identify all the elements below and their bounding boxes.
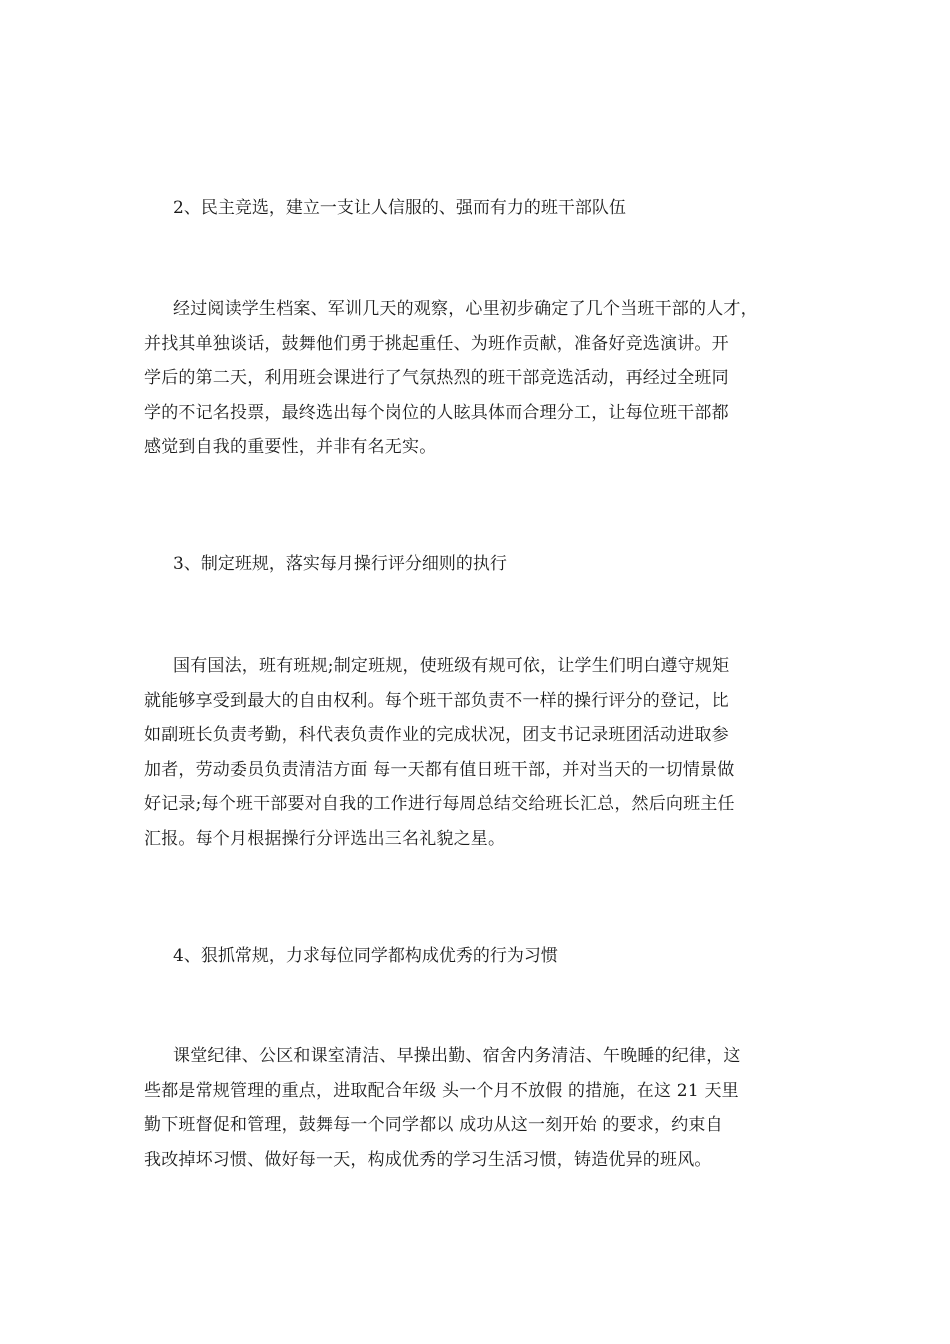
section-heading-2: 2、民主竞选，建立一支让人信服的、强而有力的班干部队伍 <box>173 198 626 218</box>
paragraph-line: 学的不记名投票，最终选出每个岗位的人眩具体而合理分工，让每位班干部都 <box>144 402 729 423</box>
paragraph-line: 些都是常规管理的重点，进取配合年级 头一个月不放假 的措施，在这 21 天里 <box>144 1080 739 1101</box>
paragraph-line: 国有国法，班有班规;制定班规，使班级有规可依，让学生们明白遵守规矩 <box>173 656 730 676</box>
paragraph-line: 我改掉坏习惯、做好每一天，构成优秀的学习生活习惯，铸造优异的班风。 <box>144 1149 712 1170</box>
section-paragraph-4 <box>144 1039 834 1177</box>
paragraph-line: 如副班长负责考勤，科代表负责作业的完成状况，团支书记录班团活动进取参 <box>144 725 729 745</box>
paragraph-line: 经过阅读学生档案、军训几天的观察，心里初步确定了几个当班干部的人才， <box>173 299 758 319</box>
paragraph-line: 并找其单独谈话，鼓舞他们勇于挑起重任、为班作贡献，准备好竞选演讲。开 <box>144 333 729 354</box>
section-paragraph-2 <box>144 292 834 465</box>
section-heading-3: 3、制定班规，落实每月操行评分细则的执行 <box>173 554 507 574</box>
paragraph-line: 学后的第二天，利用班会课进行了气氛热烈的班干部竞选活动，再经过全班同 <box>144 368 729 388</box>
paragraph-line: 好记录;每个班干部要对自我的工作进行每周总结交给班长汇总，然后向班主任 <box>144 794 735 814</box>
paragraph-line: 加者，劳动委员负责清洁方面 每一天都有值日班干部，并对当天的一切情景做 <box>144 759 735 780</box>
paragraph-line: 就能够享受到最大的自由权利。每个班干部负责不一样的操行评分的登记，比 <box>144 690 729 711</box>
paragraph-line: 感觉到自我的重要性，并非有名无实。 <box>144 437 437 457</box>
paragraph-line: 课堂纪律、公区和课室清洁、早操出勤、宿舍内务清洁、午晚睡的纪律，这 <box>173 1046 741 1066</box>
paragraph-line: 汇报。每个月根据操行分评选出三名礼貌之星。 <box>144 828 506 849</box>
section-heading-4: 4、狠抓常规，力求每位同学都构成优秀的行为习惯 <box>173 946 558 966</box>
section-paragraph-3 <box>144 649 834 856</box>
paragraph-line: 勤下班督促和管理，鼓舞每一个同学都以 成功从这一刻开始 的要求，约束自 <box>144 1115 723 1135</box>
